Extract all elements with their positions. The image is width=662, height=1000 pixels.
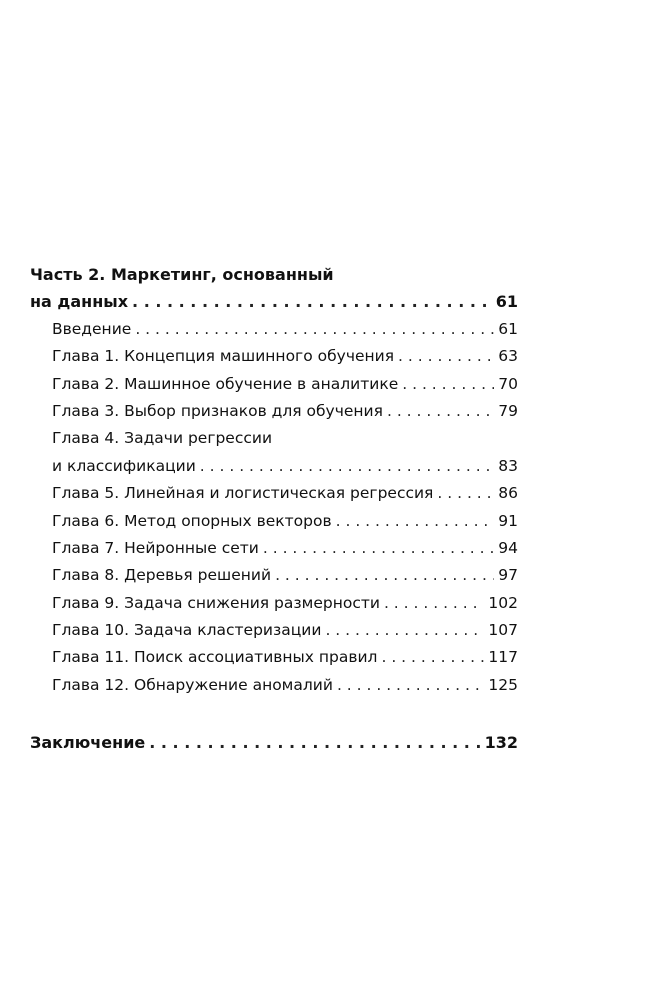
toc-entry[interactable] (30, 398, 518, 425)
part-title-cont: на данных (30, 292, 129, 312)
dot-leader (387, 398, 494, 425)
toc-entry-line1[interactable] (30, 425, 518, 452)
entry-title: Глава 12. Обнаружение аномалий (52, 675, 333, 694)
entry-title: Глава 10. Задача кластеризации (52, 621, 322, 640)
dot-leader (132, 288, 492, 315)
entry-title: Глава 1. Концепция машинного обучения (52, 347, 395, 366)
page-number: 107 (488, 621, 518, 640)
page-number: 83 (498, 456, 518, 475)
entry-title: Глава 4. Задачи регрессии (52, 429, 273, 448)
spacer (30, 699, 518, 729)
dot-leader (336, 508, 495, 535)
page-number: 61 (498, 319, 518, 338)
toc-entry[interactable] (30, 590, 518, 617)
entry-title: Глава 5. Линейная и логистическая регрессия (52, 484, 434, 503)
entry-title: Глава 8. Деревья решений (52, 566, 272, 585)
page-number: 132 (484, 733, 518, 753)
dot-leader (381, 644, 484, 671)
toc-entry-conclusion[interactable] (30, 729, 518, 756)
toc-entry[interactable] (30, 371, 518, 398)
toc-entry-part[interactable] (30, 288, 518, 315)
dot-leader (402, 371, 494, 398)
page-number: 117 (488, 648, 518, 667)
page-number: 79 (498, 401, 518, 420)
toc-entry[interactable] (30, 480, 518, 507)
page-number: 97 (498, 566, 518, 585)
toc-entry[interactable] (30, 316, 518, 343)
toc-entry[interactable] (30, 508, 518, 535)
page-number: 125 (488, 675, 518, 694)
entry-title: Глава 2. Машинное обучение в аналитике (52, 374, 399, 393)
dot-leader (437, 480, 494, 507)
page-number: 70 (498, 374, 518, 393)
entry-title: Глава 11. Поиск ассоциативных правил (52, 648, 378, 667)
part-title: Часть 2. Маркетинг, основанный (30, 265, 334, 284)
part-heading-line1 (30, 261, 518, 288)
entry-title: Глава 9. Задача снижения размерности (52, 593, 380, 612)
toc-entry[interactable] (30, 453, 518, 480)
dot-leader (275, 562, 494, 589)
dot-leader (337, 672, 484, 699)
dot-leader (325, 617, 484, 644)
toc-entry[interactable] (30, 644, 518, 671)
page-number: 91 (498, 511, 518, 530)
table-of-contents (30, 261, 518, 757)
toc-entry[interactable] (30, 672, 518, 699)
entry-title: Глава 7. Нейронные сети (52, 538, 259, 557)
page-number: 102 (488, 593, 518, 612)
dot-leader (200, 453, 494, 480)
conclusion-title: Заключение (30, 733, 146, 753)
entry-title: Глава 6. Метод опорных векторов (52, 511, 332, 530)
page-number: 86 (498, 484, 518, 503)
dot-leader (398, 343, 494, 370)
entry-title: Введение (52, 319, 132, 338)
toc-entry[interactable] (30, 535, 518, 562)
page-number: 94 (498, 538, 518, 557)
entry-title-cont: и классификации (52, 456, 196, 475)
entry-title: Глава 3. Выбор признаков для обучения (52, 401, 383, 420)
dot-leader (384, 590, 484, 617)
toc-entry[interactable] (30, 343, 518, 370)
dot-leader (263, 535, 494, 562)
page-number: 63 (498, 347, 518, 366)
toc-entry[interactable] (30, 617, 518, 644)
dot-leader (135, 316, 494, 343)
dot-leader (149, 729, 480, 756)
page-number: 61 (495, 292, 518, 312)
toc-entry[interactable] (30, 562, 518, 589)
